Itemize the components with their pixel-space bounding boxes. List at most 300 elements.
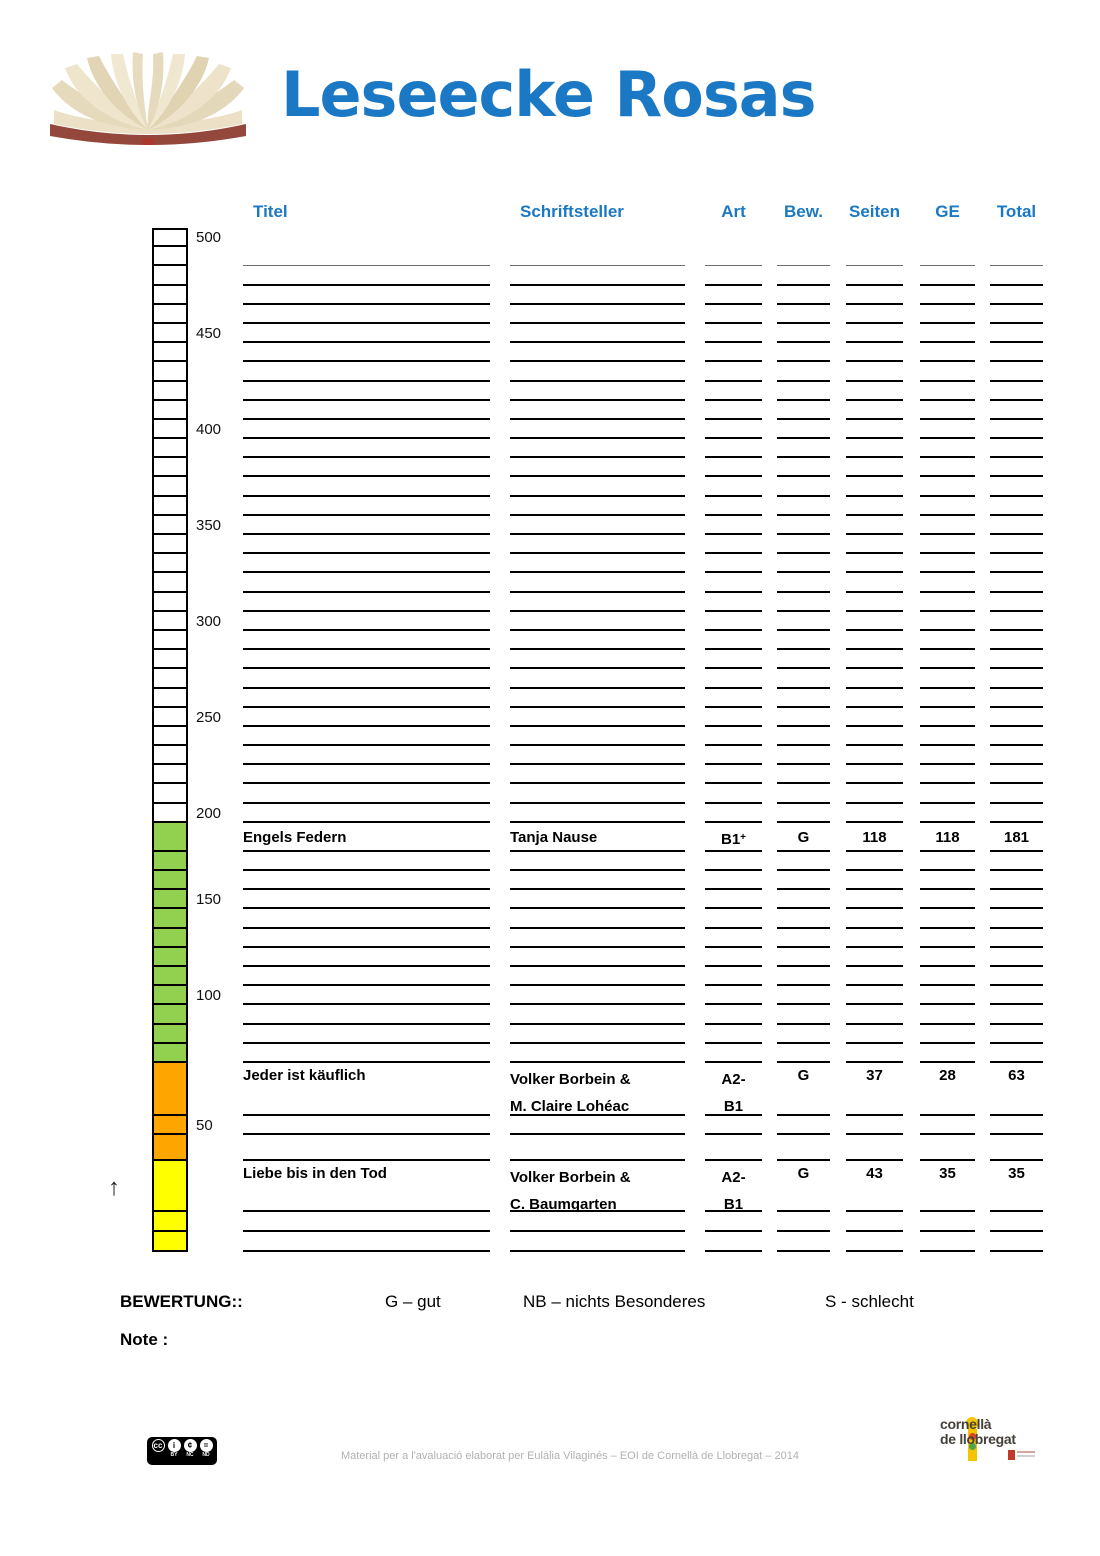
- table-row: [152, 804, 1043, 823]
- cell-ge: [920, 516, 975, 535]
- cell-bew: [777, 1135, 830, 1161]
- table-row: [152, 286, 1043, 305]
- cell-bew: [777, 458, 830, 477]
- cell-ge: [920, 708, 975, 727]
- cell-total: [990, 1212, 1043, 1232]
- cell-titel: Liebe bis in den Tod: [243, 1161, 490, 1212]
- cell-schriftsteller: [510, 382, 685, 401]
- cell-total: [990, 382, 1043, 401]
- cell-titel: [243, 593, 490, 612]
- cell-ge: [920, 612, 975, 631]
- cell-titel: [243, 362, 490, 381]
- cell-schriftsteller: [510, 669, 685, 688]
- scale-box: [152, 1005, 188, 1024]
- cell-art: [705, 765, 762, 784]
- cell-titel: [243, 1116, 490, 1135]
- cell-bew: [777, 401, 830, 420]
- cell-schriftsteller: [510, 890, 685, 909]
- cell-seiten: 118: [846, 823, 903, 852]
- cell-titel: [243, 1025, 490, 1044]
- table-row: [152, 1044, 1043, 1063]
- cell-art: [705, 967, 762, 986]
- cell-ge: [920, 382, 975, 401]
- table-row: [152, 890, 1043, 909]
- cell-bew: [777, 1116, 830, 1135]
- cell-titel: [243, 324, 490, 343]
- cell-total: [990, 286, 1043, 305]
- cell-art: [705, 1116, 762, 1135]
- scale-label: 400: [196, 420, 222, 438]
- cell-bew: [777, 516, 830, 535]
- rating-legend: [0, 1292, 1100, 1316]
- cell-schriftsteller: [510, 516, 685, 535]
- cell-titel: [243, 535, 490, 554]
- cc-by-icon: i: [168, 1439, 181, 1452]
- cell-bew: [777, 535, 830, 554]
- cell-ge: [920, 909, 975, 928]
- column-header-seiten: Seiten: [848, 202, 901, 221]
- scale-box: [152, 948, 188, 967]
- table-row: [152, 650, 1043, 669]
- cell-total: [990, 324, 1043, 343]
- cell-seiten: [846, 871, 903, 890]
- legend-item-schlecht: S - schlecht: [825, 1292, 914, 1311]
- scale-label: 500: [196, 229, 222, 247]
- cell-art: [705, 477, 762, 496]
- cell-art: [705, 1212, 762, 1232]
- table-row: [152, 909, 1043, 928]
- cell-bew: [777, 986, 830, 1005]
- cell-titel: [243, 420, 490, 439]
- cell-total: [990, 612, 1043, 631]
- cell-art: [705, 497, 762, 516]
- cell-schriftsteller: [510, 852, 685, 871]
- cell-schriftsteller: [510, 593, 685, 612]
- cell-ge: [920, 1232, 975, 1253]
- cell-ge: [920, 535, 975, 554]
- cell-schriftsteller: [510, 247, 685, 266]
- cell-schriftsteller: [510, 1005, 685, 1024]
- table-row: [152, 1025, 1043, 1044]
- cell-bew: [777, 650, 830, 669]
- table-row: [152, 554, 1043, 573]
- cell-art: [705, 573, 762, 592]
- cell-seiten: [846, 689, 903, 708]
- open-book-image: [42, 50, 254, 159]
- cell-ge: [920, 401, 975, 420]
- cell-seiten: [846, 324, 903, 343]
- cell-titel: [243, 343, 490, 362]
- table-row: [152, 343, 1043, 362]
- cell-art: [705, 1232, 762, 1253]
- logo-line1: cornellà: [940, 1416, 992, 1432]
- table-row: [152, 689, 1043, 708]
- cell-total: [990, 909, 1043, 928]
- cell-schriftsteller: [510, 804, 685, 823]
- cell-titel: Jeder ist käuflich: [243, 1063, 490, 1116]
- cell-art: [705, 266, 762, 285]
- scale-box: [152, 986, 188, 1005]
- cell-art: [705, 1025, 762, 1044]
- table-row: [152, 305, 1043, 324]
- cell-schriftsteller: [510, 1135, 685, 1161]
- table-row: [152, 727, 1043, 746]
- cell-schriftsteller: [510, 554, 685, 573]
- cell-schriftsteller: [510, 967, 685, 986]
- cell-bew: [777, 554, 830, 573]
- cell-seiten: [846, 669, 903, 688]
- cell-bew: G: [777, 1063, 830, 1116]
- cell-total: [990, 631, 1043, 650]
- cell-ge: [920, 986, 975, 1005]
- table-row: [152, 1232, 1043, 1253]
- cell-schriftsteller: [510, 746, 685, 765]
- cell-seiten: [846, 727, 903, 746]
- cell-total: [990, 727, 1043, 746]
- cell-total: [990, 871, 1043, 890]
- column-header-total: Total: [996, 202, 1037, 221]
- cell-bew: [777, 1005, 830, 1024]
- scale-label: 50: [196, 1116, 213, 1134]
- cell-seiten: [846, 765, 903, 784]
- table-row: [152, 420, 1043, 439]
- cell-schriftsteller: [510, 1212, 685, 1232]
- cell-total: [990, 516, 1043, 535]
- column-header-art: Art: [721, 202, 746, 221]
- cell-titel: [243, 458, 490, 477]
- cell-bew: [777, 266, 830, 285]
- cell-schriftsteller: [510, 784, 685, 803]
- cell-ge: [920, 650, 975, 669]
- cell-ge: [920, 804, 975, 823]
- cell-schriftsteller: [510, 631, 685, 650]
- cell-seiten: [846, 439, 903, 458]
- table-row: [152, 967, 1043, 986]
- cell-schriftsteller: Volker Borbein & C. Baumgarten: [510, 1161, 685, 1212]
- table-row: [152, 669, 1043, 688]
- book-spine: [141, 138, 155, 145]
- cell-total: [990, 967, 1043, 986]
- cell-ge: [920, 324, 975, 343]
- cell-seiten: [846, 401, 903, 420]
- cell-bew: [777, 439, 830, 458]
- reading-log-table: [152, 228, 1043, 1252]
- table-header-row: [152, 202, 1043, 228]
- cell-ge: [920, 420, 975, 439]
- cell-bew: [777, 1044, 830, 1063]
- cell-seiten: [846, 247, 903, 266]
- cell-bew: G: [777, 823, 830, 852]
- scale-box: [152, 228, 188, 247]
- cell-bew: [777, 765, 830, 784]
- cell-total: [990, 1005, 1043, 1024]
- cell-titel: [243, 784, 490, 803]
- cell-bew: [777, 1232, 830, 1253]
- scale-box: [152, 669, 188, 688]
- cell-schriftsteller: [510, 929, 685, 948]
- cell-total: [990, 477, 1043, 496]
- table-row: [152, 871, 1043, 890]
- table-row-entry: [152, 1063, 1043, 1116]
- cell-titel: [243, 286, 490, 305]
- cell-titel: [243, 708, 490, 727]
- scale-box: [152, 929, 188, 948]
- cell-seiten: [846, 458, 903, 477]
- cell-ge: [920, 689, 975, 708]
- cell-bew: [777, 727, 830, 746]
- cell-seiten: [846, 1135, 903, 1161]
- table-row: [152, 573, 1043, 592]
- cell-art: [705, 612, 762, 631]
- cell-bew: [777, 929, 830, 948]
- cell-titel: [243, 1232, 490, 1253]
- cell-seiten: [846, 631, 903, 650]
- credit-line: Material per a l'avaluació elaborat per Eulàlia Vilaginés – EOI de Cornellà de Llobregat – 2014: [340, 1450, 800, 1462]
- table-row: [152, 852, 1043, 871]
- cell-total: [990, 852, 1043, 871]
- cell-ge: [920, 967, 975, 986]
- cell-bew: [777, 890, 830, 909]
- cell-schriftsteller: [510, 650, 685, 669]
- cell-schriftsteller: [510, 708, 685, 727]
- cell-ge: [920, 871, 975, 890]
- city-emblem: [1008, 1450, 1015, 1460]
- cell-schriftsteller: [510, 477, 685, 496]
- scale-box: [152, 890, 188, 909]
- cell-art: [705, 669, 762, 688]
- scale-box: [152, 362, 188, 381]
- cell-schriftsteller: [510, 458, 685, 477]
- table-row: [152, 746, 1043, 765]
- cell-total: [990, 804, 1043, 823]
- cell-art: [705, 986, 762, 1005]
- scale-label: 150: [196, 891, 222, 909]
- cell-bew: [777, 497, 830, 516]
- up-arrow-marker: ↑: [108, 1174, 120, 1201]
- cell-bew: [777, 669, 830, 688]
- cell-art: A2- B1: [705, 1161, 762, 1212]
- scale-box: [152, 823, 188, 852]
- cell-titel: [243, 631, 490, 650]
- cell-titel: [243, 266, 490, 285]
- table-row: [152, 401, 1043, 420]
- cell-ge: [920, 929, 975, 948]
- cell-total: [990, 439, 1043, 458]
- cell-titel: [243, 1005, 490, 1024]
- cell-art: [705, 535, 762, 554]
- cell-schriftsteller: [510, 573, 685, 592]
- table-row: [152, 593, 1043, 612]
- cell-seiten: [846, 784, 903, 803]
- cell-total: [990, 247, 1043, 266]
- scale-box: [152, 1161, 188, 1212]
- cell-total: [990, 1232, 1043, 1253]
- table-row: [152, 382, 1043, 401]
- scale-label: 450: [196, 325, 222, 343]
- scale-label: 200: [196, 804, 222, 822]
- table-row: [152, 228, 1043, 247]
- table-row: [152, 247, 1043, 266]
- scale-box: [152, 852, 188, 871]
- cell-schriftsteller: [510, 324, 685, 343]
- cell-total: [990, 1135, 1043, 1161]
- table-row: [152, 439, 1043, 458]
- cell-ge: 35: [920, 1161, 975, 1212]
- note-label: Note :: [120, 1330, 169, 1349]
- scale-box: [152, 612, 188, 631]
- cell-ge: [920, 784, 975, 803]
- cell-bew: [777, 573, 830, 592]
- cell-schriftsteller: [510, 871, 685, 890]
- table-row: [152, 765, 1043, 784]
- table-row: [152, 266, 1043, 285]
- table-row-entry: [152, 1161, 1043, 1212]
- scale-box: [152, 1135, 188, 1161]
- table-row: [152, 516, 1043, 535]
- cell-total: [990, 458, 1043, 477]
- cell-art: [705, 746, 762, 765]
- scale-box: [152, 1116, 188, 1135]
- cell-seiten: 43: [846, 1161, 903, 1212]
- scale-label: 350: [196, 516, 222, 534]
- cell-art: A2- B1: [705, 1063, 762, 1116]
- cell-art: [705, 1005, 762, 1024]
- cell-ge: [920, 1135, 975, 1161]
- cell-titel: [243, 967, 490, 986]
- scale-box: [152, 593, 188, 612]
- cell-schriftsteller: Tanja Nause: [510, 823, 685, 852]
- cell-total: [990, 784, 1043, 803]
- cell-titel: [243, 852, 490, 871]
- cell-bew: G: [777, 1161, 830, 1212]
- cell-schriftsteller: [510, 689, 685, 708]
- scale-label: 250: [196, 708, 222, 726]
- cell-titel: [243, 929, 490, 948]
- cell-total: [990, 765, 1043, 784]
- cell-ge: [920, 343, 975, 362]
- cell-schriftsteller: [510, 986, 685, 1005]
- cell-ge: [920, 554, 975, 573]
- legend-item-gut: G – gut: [385, 1292, 441, 1311]
- cell-bew: [777, 593, 830, 612]
- cell-total: [990, 401, 1043, 420]
- cell-ge: [920, 593, 975, 612]
- scale-label: 100: [196, 987, 222, 1005]
- scale-box: [152, 401, 188, 420]
- cell-titel: [243, 669, 490, 688]
- cell-schriftsteller: [510, 439, 685, 458]
- cell-seiten: [846, 1116, 903, 1135]
- cell-bew: [777, 1212, 830, 1232]
- scale-box: [152, 554, 188, 573]
- table-row: [152, 458, 1043, 477]
- cell-seiten: [846, 286, 903, 305]
- cell-titel: [243, 871, 490, 890]
- cell-ge: [920, 1044, 975, 1063]
- cell-bew: [777, 948, 830, 967]
- cell-schriftsteller: [510, 909, 685, 928]
- cell-ge: [920, 948, 975, 967]
- table-row: [152, 497, 1043, 516]
- cell-seiten: [846, 929, 903, 948]
- cell-total: [990, 573, 1043, 592]
- scale-box: [152, 708, 188, 727]
- cell-titel: [243, 650, 490, 669]
- scale-box: [152, 909, 188, 928]
- cell-ge: [920, 727, 975, 746]
- cell-titel: [243, 986, 490, 1005]
- scale-box: [152, 266, 188, 285]
- cell-ge: [920, 477, 975, 496]
- cc-nc-icon: ¢: [184, 1439, 197, 1452]
- cell-schriftsteller: [510, 727, 685, 746]
- cell-bew: [777, 305, 830, 324]
- scale-box: [152, 650, 188, 669]
- cell-art: [705, 804, 762, 823]
- cell-seiten: [846, 266, 903, 285]
- scale-box: [152, 746, 188, 765]
- cell-seiten: [846, 1232, 903, 1253]
- cell-art: [705, 362, 762, 381]
- cell-seiten: [846, 382, 903, 401]
- cell-art: [705, 286, 762, 305]
- table-row: [152, 708, 1043, 727]
- cell-art: [705, 929, 762, 948]
- cell-art: [705, 458, 762, 477]
- cell-art: [705, 852, 762, 871]
- cell-art: [705, 948, 762, 967]
- scale-box: [152, 516, 188, 535]
- cell-bew: [777, 324, 830, 343]
- cell-art: [705, 650, 762, 669]
- cell-total: [990, 593, 1043, 612]
- cell-art: [705, 439, 762, 458]
- scale-box: [152, 967, 188, 986]
- scale-box: [152, 439, 188, 458]
- cell-schriftsteller: [510, 266, 685, 285]
- cell-bew: [777, 804, 830, 823]
- scale-box: [152, 420, 188, 439]
- cc-nd-icon: =: [200, 1439, 213, 1452]
- legend-heading: BEWERTUNG::: [120, 1292, 243, 1311]
- cell-schriftsteller: [510, 286, 685, 305]
- table-row: [152, 535, 1043, 554]
- table-row: [152, 1212, 1043, 1232]
- cell-schriftsteller: [510, 1232, 685, 1253]
- cell-titel: [243, 727, 490, 746]
- cell-titel: [243, 1135, 490, 1161]
- cell-bew: [777, 343, 830, 362]
- scale-box: [152, 784, 188, 803]
- cell-ge: [920, 458, 975, 477]
- cell-seiten: [846, 362, 903, 381]
- cell-art: [705, 324, 762, 343]
- cell-schriftsteller: Volker Borbein & M. Claire Lohéac: [510, 1063, 685, 1116]
- logo-line2: de llobregat: [940, 1431, 1016, 1447]
- scale-box: [152, 382, 188, 401]
- cell-seiten: [846, 986, 903, 1005]
- cell-total: [990, 929, 1043, 948]
- cell-seiten: [846, 535, 903, 554]
- cell-total: 63: [990, 1063, 1043, 1116]
- table-row: [152, 929, 1043, 948]
- cell-seiten: [846, 612, 903, 631]
- cell-art: [705, 727, 762, 746]
- cell-art: [705, 305, 762, 324]
- cell-schriftsteller: [510, 401, 685, 420]
- scale-box: [152, 247, 188, 266]
- cell-art: [705, 689, 762, 708]
